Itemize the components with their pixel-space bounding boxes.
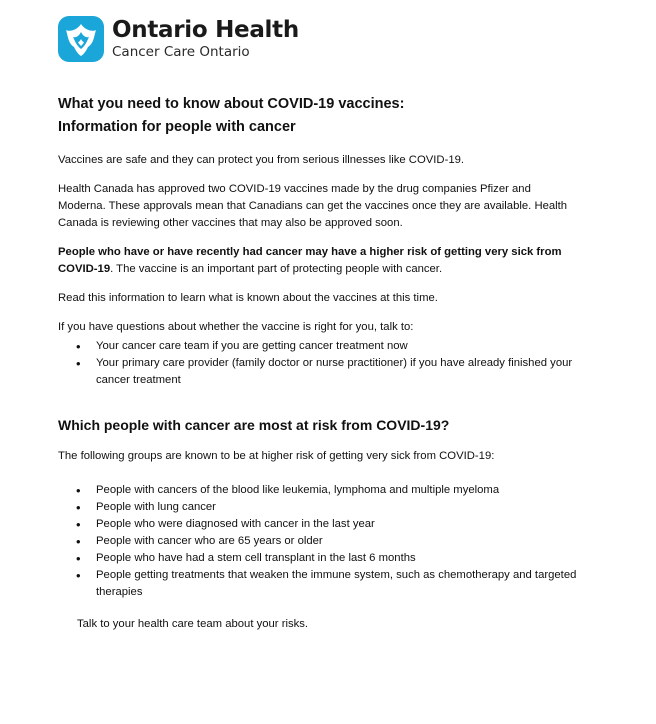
intro-paragraph-2: Health Canada has approved two COVID-19 vaccines made by the drug companies Pfizer and Moderna. These approvals mean that Canadians can get the vaccines once they are available. Health Canada is reviewing other vaccines that may also be approved soon. (58, 183, 568, 229)
title-line-2: Information for people with cancer (58, 119, 296, 135)
brand-text (112, 16, 299, 60)
document-body (58, 93, 578, 645)
list-item: • People with cancer who are 65 years or older (96, 533, 578, 550)
list-item: • People who have had a stem cell transplant in the last 6 months (96, 550, 578, 567)
list-item: • People with cancers of the blood like leukemia, lymphoma and multiple myeloma (96, 482, 578, 499)
risk-statement-rest: . The vaccine is an important part of protecting people with cancer. (110, 263, 443, 275)
list-item: • People who were diagnosed with cancer in the last year (96, 516, 578, 533)
brand-subtitle: Cancer Care Ontario (112, 43, 250, 60)
brand-name: Ontario Health (112, 16, 299, 43)
header (58, 16, 299, 62)
risk-statement-bold: People who have or have recently had cancer may have a higher risk of getting very sick from COVID-19 (58, 246, 562, 275)
intro-paragraph-5: If you have questions about whether the vaccine is right for you, talk to: (58, 321, 414, 333)
list-item: • People getting treatments that weaken the immune system, such as chemotherapy and targeted therapies (96, 567, 578, 601)
intro-paragraph-4: Read this information to learn what is known about the vaccines at this time. (58, 292, 438, 304)
page-title (58, 93, 578, 139)
closing-paragraph: Talk to your health care team about your risks. (77, 618, 309, 630)
section-heading-risk: Which people with cancer are most at risk from COVID-19? (58, 417, 450, 433)
list-item: • Your primary care provider (family doctor or nurse practitioner) if you have already finished your cancer treatment (96, 355, 578, 389)
talk-to-list (58, 338, 578, 389)
intro-paragraph-1: Vaccines are safe and they can protect you from serious illnesses like COVID-19. (58, 154, 465, 166)
list-item: • Your cancer care team if you are getting cancer treatment now (96, 338, 578, 355)
risk-intro-paragraph: The following groups are known to be at higher risk of getting very sick from COVID-19: (58, 450, 495, 462)
title-line-1: What you need to know about COVID-19 vaccines: (58, 96, 405, 112)
ontario-trillium-logo-icon (58, 16, 104, 62)
intro-paragraph-3 (58, 244, 578, 278)
list-item: • People with lung cancer (96, 499, 578, 516)
risk-groups-list (58, 482, 578, 601)
